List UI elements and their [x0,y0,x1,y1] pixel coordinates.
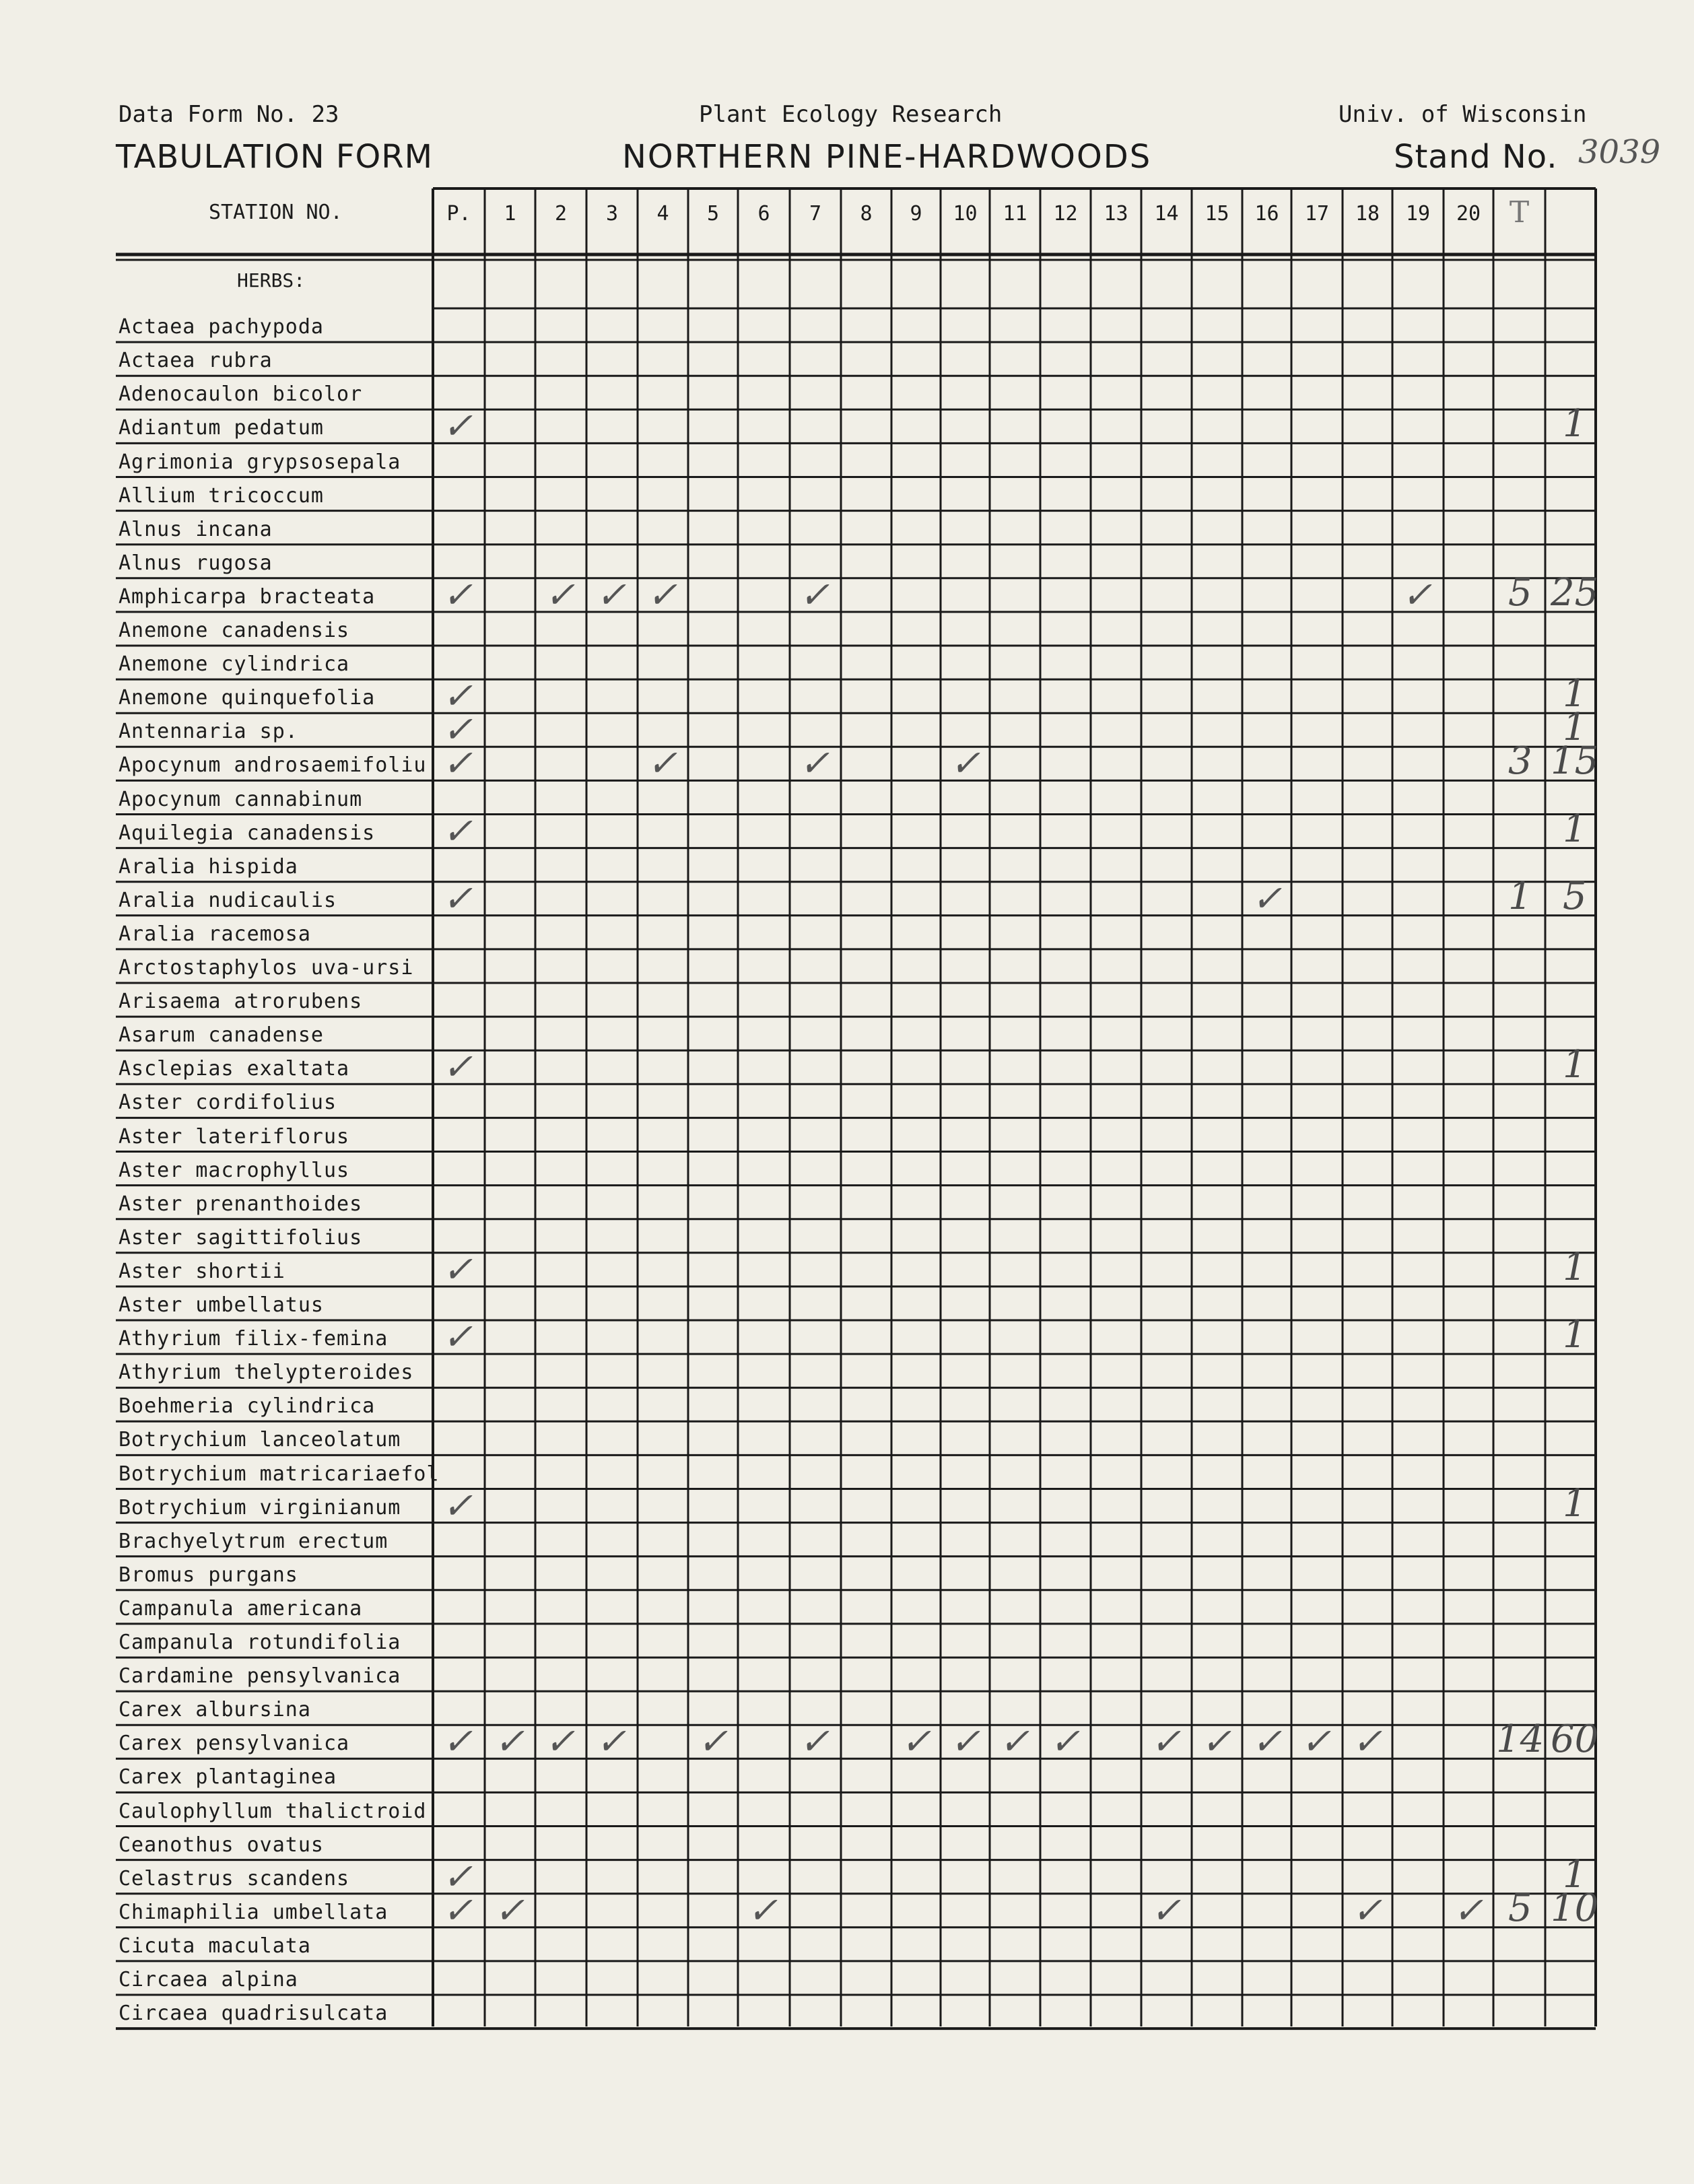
species-name: Circaea quadrisulcata [118,2002,388,2026]
species-name: Agrimonia grypsosepala [118,450,401,474]
station-column-header: 8 [860,202,873,226]
check-mark: ✓ [442,708,473,751]
check-mark: ✓ [901,1720,932,1763]
check-mark: ✓ [596,573,627,616]
check-mark: ✓ [442,742,473,785]
check-mark: ✓ [1402,573,1433,616]
check-mark: ✓ [442,1046,473,1089]
species-name: Aster sagittifolius [118,1225,363,1250]
species-name: Actaea rubra [118,349,273,373]
species-name: Aquilegia canadensis [118,821,376,845]
check-mark: ✓ [494,1888,525,1932]
station-column-header: 11 [1003,202,1027,226]
species-name: Amphicarpa bracteata [118,584,376,609]
species-name: Anemone cylindrica [118,652,350,677]
frequency-value: 1 [1563,402,1587,446]
species-name: Aster prenanthoides [118,1192,363,1216]
check-mark: ✓ [442,405,473,448]
check-mark: ✓ [950,742,981,785]
frequency-value: 5 [1563,874,1587,918]
research-heading: Plant Ecology Research [699,101,1003,128]
station-column-header: 4 [656,202,669,226]
station-column-header: 19 [1405,202,1431,226]
species-name: Brachyelytrum erectum [118,1529,388,1553]
check-mark: ✓ [442,1720,473,1763]
species-name: Aster macrophyllus [118,1158,350,1182]
species-name: Alnus rugosa [118,551,273,575]
frequency-value: 1 [1563,1481,1587,1526]
check-mark: ✓ [1151,1888,1182,1932]
check-mark: ✓ [1050,1720,1081,1763]
species-name: Carex plantaginea [118,1765,337,1789]
check-mark: ✓ [799,1720,830,1763]
species-name: Caulophyllum thalictroid [118,1799,427,1823]
species-name: Aralia nudicaulis [118,888,337,912]
species-name: Cicuta maculata [118,1934,311,1958]
species-name: Allium tricoccum [118,483,324,508]
frequency-value: 1 [1563,1043,1587,1087]
species-name: Celastrus scandens [118,1866,350,1890]
station-column-header: 14 [1154,202,1179,226]
frequency-value: 1 [1563,706,1587,750]
station-column-header: 5 [706,202,720,226]
species-name: Athyrium filix-femina [118,1327,388,1351]
check-mark: ✓ [442,1248,473,1291]
form-title: TABULATION FORM [116,138,434,176]
species-name: Antennaria sp. [118,720,298,744]
station-column-header: 13 [1104,202,1128,226]
species-name: Aster cordifolius [118,1091,337,1115]
check-mark: ✓ [442,1484,473,1527]
species-name: Botrychium lanceolatum [118,1428,401,1452]
total-count: 5 [1508,1886,1532,1930]
species-name: Bromus purgans [118,1563,298,1587]
total-count: 3 [1508,739,1532,784]
species-name: Campanula rotundifolia [118,1631,401,1654]
check-mark: ✓ [799,573,830,616]
frequency-value: 1 [1563,672,1587,716]
check-mark: ✓ [647,573,678,616]
check-mark: ✓ [442,877,473,920]
station-column-header: 16 [1254,202,1279,226]
frequency-value: 10 [1551,1886,1599,1930]
species-name: Carex albursina [118,1698,311,1722]
species-name: Anemone canadensis [118,619,350,642]
check-mark: ✓ [545,573,576,616]
station-column-header: 6 [757,202,770,226]
frequency-value: 1 [1563,807,1587,851]
station-column-header: P. [446,202,471,226]
frequency-value: 60 [1551,1717,1599,1762]
check-mark: ✓ [1252,1720,1283,1763]
forest-type-title: NORTHERN PINE-HARDWOODS [622,138,1152,176]
species-name: Ceanothus ovatus [118,1833,324,1857]
species-name: Apocynum cannabinum [118,787,363,811]
check-mark: ✓ [647,742,678,785]
species-name: Botrychium matricariaefol [118,1462,440,1486]
species-name: Athyrium thelypteroides [118,1361,414,1385]
species-name: Apocynum androsaemifoliu [118,753,427,778]
species-name: Adenocaulon bicolor [118,382,363,407]
species-name: Campanula americana [118,1596,363,1620]
check-mark: ✓ [1252,877,1283,920]
species-name: Aralia racemosa [118,922,311,946]
station-column-header: 12 [1053,202,1078,226]
check-mark: ✓ [1151,1720,1182,1763]
check-mark: ✓ [799,742,830,785]
stand-number-label: Stand No. [1394,138,1558,176]
frequency-value: 1 [1563,1245,1587,1289]
check-mark: ✓ [1352,1720,1383,1763]
check-mark: ✓ [442,675,473,718]
species-name: Carex pensylvanica [118,1732,350,1756]
species-name: Aster lateriflorus [118,1124,350,1149]
species-name: Adiantum pedatum [118,416,324,440]
species-name: Aster shortii [118,1259,285,1283]
frequency-value: 25 [1551,570,1599,615]
frequency-value: 1 [1563,1313,1587,1357]
species-name: Aster umbellatus [118,1293,324,1317]
university-heading: Univ. of Wisconsin [1339,101,1587,128]
check-mark: ✓ [442,573,473,616]
species-name: Actaea pachypoda [118,315,324,339]
check-mark: ✓ [1201,1720,1232,1763]
station-column-header: 3 [605,202,619,226]
species-name: Arctostaphylos uva-ursi [118,956,414,980]
check-mark: ✓ [545,1720,576,1763]
station-column-header: 7 [809,202,822,226]
species-name: Anemone quinquefolia [118,686,376,710]
station-column-header: 18 [1355,202,1380,226]
frequency-value: 1 [1563,1852,1587,1897]
station-column-header: 1 [504,202,516,226]
check-mark: ✓ [999,1720,1030,1763]
check-mark: ✓ [950,1720,981,1763]
check-mark: ✓ [442,1316,473,1359]
check-mark: ✓ [1352,1888,1383,1932]
station-column-header: 17 [1304,202,1330,226]
check-mark: ✓ [747,1888,778,1932]
total-count: 5 [1508,570,1532,615]
stand-number-value: 3039 [1578,133,1661,171]
species-name: Botrychium virginianum [118,1495,401,1520]
total-count: 14 [1496,1717,1545,1762]
check-mark: ✓ [596,1720,627,1763]
station-column-header: 2 [554,202,568,226]
species-name: Circaea alpina [118,1968,298,1991]
frequency-value: 15 [1551,739,1599,784]
species-name: Asarum canadense [118,1023,324,1048]
species-name: Alnus incana [118,517,273,541]
station-column-header: 20 [1456,202,1481,226]
station-column-header: 15 [1205,202,1229,226]
species-name: Arisaema atrorubens [118,990,363,1014]
species-name: Asclepias exaltata [118,1057,350,1081]
species-name: Chimaphilia umbellata [118,1900,388,1924]
check-mark: ✓ [494,1720,525,1763]
check-mark: ✓ [698,1720,729,1763]
check-mark: ✓ [442,809,473,852]
station-column-header: 9 [910,202,922,226]
total-column-header: T [1509,195,1530,230]
station-column-header: 10 [953,202,978,226]
species-name: Aralia hispida [118,854,298,879]
total-count: 1 [1508,874,1532,918]
check-mark: ✓ [442,1855,473,1898]
check-mark: ✓ [442,1888,473,1932]
herbs-section-label: HERBS: [237,269,306,292]
species-name: Boehmeria cylindrica [118,1394,376,1419]
check-mark: ✓ [1453,1888,1484,1932]
check-mark: ✓ [1301,1720,1332,1763]
form-number: Data Form No. 23 [118,101,339,128]
station-number-label: STATION NO. [209,201,343,224]
species-name: Cardamine pensylvanica [118,1664,401,1688]
